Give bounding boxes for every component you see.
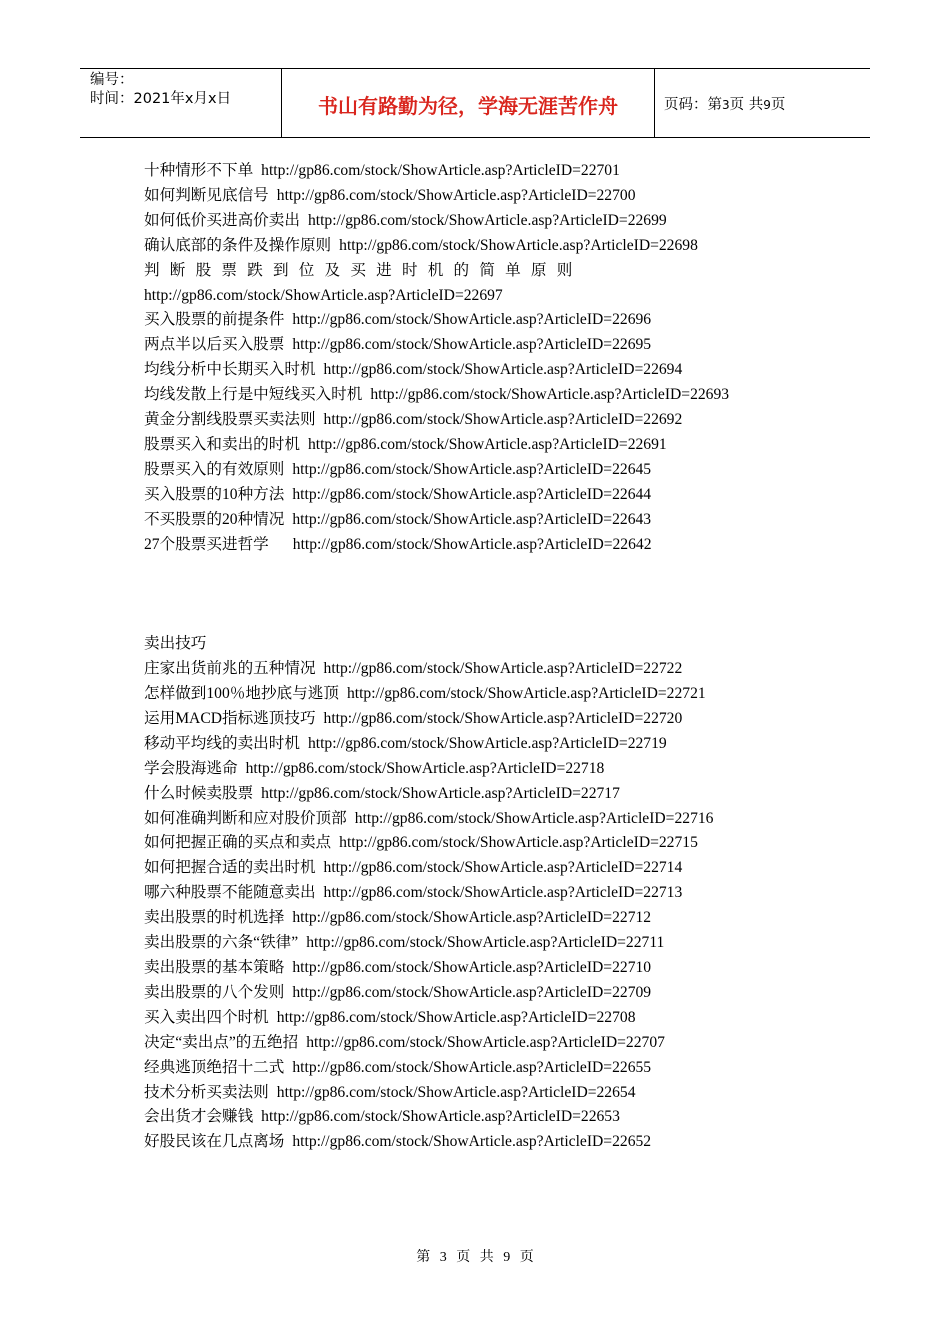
page-suffix: 页 xyxy=(770,97,786,113)
item-link[interactable]: http://gp86.com/stock/ShowArticle.asp?ArticleID=22701 xyxy=(261,162,620,179)
list-item xyxy=(144,408,814,433)
item-title: 卖出股票的基本策略 xyxy=(144,958,285,976)
item-title: 股票买入的有效原则 xyxy=(144,460,285,478)
item-title: 买入股票的前提条件 xyxy=(144,311,285,329)
page-total: 9 xyxy=(763,98,771,112)
item-link[interactable]: http://gp86.com/stock/ShowArticle.asp?ArticleID=22697 xyxy=(144,286,503,304)
list-item xyxy=(144,184,814,209)
item-title: 哪六种股票不能随意卖出 xyxy=(144,884,316,902)
list-item xyxy=(144,383,814,408)
item-title: 判断股票跌到位及买进时机的简单原则 xyxy=(144,261,583,279)
item-link[interactable]: http://gp86.com/stock/ShowArticle.asp?ArticleID=22709 xyxy=(292,983,652,1001)
item-link[interactable]: http://gp86.com/stock/ShowArticle.asp?ArticleID=22654 xyxy=(276,1083,636,1101)
item-link[interactable]: http://gp86.com/stock/ShowArticle.asp?ArticleID=22711 xyxy=(306,934,665,952)
item-title: 股票买入和卖出的时机 xyxy=(144,435,300,453)
list-item xyxy=(144,906,814,931)
list-item xyxy=(144,333,814,358)
item-link[interactable]: http://gp86.com/stock/ShowArticle.asp?ArticleID=22653 xyxy=(261,1108,620,1126)
section-heading: 卖出技巧 xyxy=(144,635,207,653)
item-title: 卖出股票的八个发则 xyxy=(144,983,285,1001)
item-title: 技术分析买卖法则 xyxy=(144,1083,269,1101)
item-title: 十种情形不下单 xyxy=(144,162,254,179)
page-footer: 第 3 页 共 9 页 xyxy=(416,1250,534,1265)
item-title: 确认底部的条件及操作原则 xyxy=(144,236,332,254)
item-link[interactable]: http://gp86.com/stock/ShowArticle.asp?ArticleID=22721 xyxy=(346,685,706,702)
list-item xyxy=(144,831,814,856)
item-title: 黄金分割线股票买卖法则 xyxy=(144,411,316,429)
item-title: 经典逃顶绝招十二式 xyxy=(144,1058,285,1076)
item-title: 如何低价买进高价卖出 xyxy=(144,211,300,229)
list-item xyxy=(144,1056,814,1081)
list-item xyxy=(144,657,814,682)
item-link[interactable]: http://gp86.com/stock/ShowArticle.asp?ArticleID=22715 xyxy=(339,834,698,852)
header-divider xyxy=(654,69,655,137)
item-link[interactable]: http://gp86.com/stock/ShowArticle.asp?ArticleID=22716 xyxy=(354,809,714,827)
item-link[interactable]: http://gp86.com/stock/ShowArticle.asp?ArticleID=22695 xyxy=(292,336,652,354)
item-link[interactable]: http://gp86.com/stock/ShowArticle.asp?ArticleID=22694 xyxy=(323,361,683,379)
item-link[interactable]: http://gp86.com/stock/ShowArticle.asp?ArticleID=22644 xyxy=(292,485,652,503)
list-item xyxy=(144,782,814,807)
item-link[interactable]: http://gp86.com/stock/ShowArticle.asp?ArticleID=22710 xyxy=(292,958,652,976)
list-item xyxy=(144,259,814,309)
item-link[interactable]: http://gp86.com/stock/ShowArticle.asp?ArticleID=22712 xyxy=(292,909,652,927)
item-title: 什么时候卖股票 xyxy=(144,784,254,802)
item-link[interactable]: http://gp86.com/stock/ShowArticle.asp?ArticleID=22642 xyxy=(292,535,652,553)
item-title: 两点半以后买入股票 xyxy=(144,336,285,354)
item-title: 移动平均线的卖出时机 xyxy=(144,734,300,752)
item-title: 不买股票的20种情况 xyxy=(144,510,285,528)
item-link[interactable]: http://gp86.com/stock/ShowArticle.asp?ArticleID=22717 xyxy=(261,784,620,802)
item-title: 买入卖出四个时机 xyxy=(144,1008,269,1026)
item-link[interactable]: http://gp86.com/stock/ShowArticle.asp?ArticleID=22699 xyxy=(307,211,667,229)
page-current: 3 xyxy=(722,98,730,112)
item-link[interactable]: http://gp86.com/stock/ShowArticle.asp?ArticleID=22645 xyxy=(292,460,652,478)
item-title: 买入股票的10种方法 xyxy=(144,485,285,503)
item-title: 卖出股票的时机选择 xyxy=(144,909,285,927)
list-item xyxy=(144,1130,814,1155)
item-link[interactable]: http://gp86.com/stock/ShowArticle.asp?ArticleID=22714 xyxy=(323,859,683,877)
item-title: 如何准确判断和应对股价顶部 xyxy=(144,809,347,827)
item-link[interactable]: http://gp86.com/stock/ShowArticle.asp?ArticleID=22718 xyxy=(245,759,605,777)
item-title: 运用MACD指标逃顶技巧 xyxy=(144,709,316,727)
item-link[interactable]: http://gp86.com/stock/ShowArticle.asp?ArticleID=22700 xyxy=(276,186,636,204)
item-link[interactable]: http://gp86.com/stock/ShowArticle.asp?ArticleID=22652 xyxy=(292,1133,652,1151)
list-item xyxy=(144,483,814,508)
list-item xyxy=(144,308,814,333)
item-link[interactable]: http://gp86.com/stock/ShowArticle.asp?ArticleID=22655 xyxy=(292,1058,652,1076)
list-item xyxy=(144,807,814,832)
item-link[interactable]: http://gp86.com/stock/ShowArticle.asp?ArticleID=22720 xyxy=(323,709,683,727)
item-link[interactable]: http://gp86.com/stock/ShowArticle.asp?ArticleID=22719 xyxy=(307,734,667,752)
item-link[interactable]: http://gp86.com/stock/ShowArticle.asp?ArticleID=22693 xyxy=(370,386,730,404)
item-title: 27个股票买进哲学 xyxy=(144,535,269,553)
list-item xyxy=(144,981,814,1006)
header-page-number xyxy=(664,93,785,114)
section-spacer xyxy=(144,558,814,633)
list-item xyxy=(144,234,814,259)
page-header xyxy=(80,68,870,138)
item-title: 如何判断见底信号 xyxy=(144,186,269,204)
item-title: 学会股海逃命 xyxy=(144,759,238,777)
list-item xyxy=(144,856,814,881)
list-item xyxy=(144,956,814,981)
item-title: 均线分析中长期买入时机 xyxy=(144,361,316,379)
list-item xyxy=(144,682,814,707)
list-item xyxy=(144,757,814,782)
item-title: 庄家出货前兆的五种情况 xyxy=(144,660,316,678)
list-item xyxy=(144,707,814,732)
item-title: 怎样做到100％地抄底与逃顶 xyxy=(144,685,339,702)
list-item xyxy=(144,508,814,533)
list-item xyxy=(144,881,814,906)
item-title: 如何把握正确的买点和卖点 xyxy=(144,834,332,852)
item-title: 决定“卖出点”的五绝招 xyxy=(144,1033,299,1051)
item-title: 好股民该在几点离场 xyxy=(144,1133,285,1151)
page-mid: 页 共 xyxy=(729,97,764,113)
item-link[interactable]: http://gp86.com/stock/ShowArticle.asp?ArticleID=22713 xyxy=(323,884,683,902)
list-item xyxy=(144,433,814,458)
list-item xyxy=(144,931,814,956)
item-link[interactable]: http://gp86.com/stock/ShowArticle.asp?ArticleID=22696 xyxy=(292,311,652,329)
list-item xyxy=(144,533,814,558)
item-title: 卖出股票的六条“铁律” xyxy=(144,934,299,952)
item-link[interactable]: http://gp86.com/stock/ShowArticle.asp?ArticleID=22722 xyxy=(323,660,683,678)
list-item xyxy=(144,1081,814,1106)
header-motto: 书山有路勤为径，学海无涯苦作舟 xyxy=(318,94,618,118)
article-list xyxy=(144,159,814,1155)
list-item xyxy=(144,458,814,483)
item-link[interactable]: http://gp86.com/stock/ShowArticle.asp?ArticleID=22692 xyxy=(323,411,683,429)
item-title: 如何把握合适的卖出时机 xyxy=(144,859,316,877)
list-item xyxy=(144,1105,814,1130)
time-label: 时间：2021年x月x日 xyxy=(90,91,232,107)
number-label: 编号： xyxy=(90,72,134,88)
item-link[interactable]: http://gp86.com/stock/ShowArticle.asp?ArticleID=22708 xyxy=(276,1008,636,1026)
list-item xyxy=(144,358,814,383)
header-meta xyxy=(90,71,231,109)
item-link[interactable]: http://gp86.com/stock/ShowArticle.asp?ArticleID=22691 xyxy=(307,435,667,453)
item-link[interactable]: http://gp86.com/stock/ShowArticle.asp?ArticleID=22643 xyxy=(292,510,652,528)
item-title: 会出货才会赚钱 xyxy=(144,1108,254,1126)
item-link[interactable]: http://gp86.com/stock/ShowArticle.asp?ArticleID=22698 xyxy=(339,236,698,254)
item-title: 均线发散上行是中短线买入时机 xyxy=(144,386,363,404)
list-item xyxy=(144,159,814,184)
item-link[interactable]: http://gp86.com/stock/ShowArticle.asp?ArticleID=22707 xyxy=(306,1033,665,1051)
list-item xyxy=(144,1031,814,1056)
list-item xyxy=(144,209,814,234)
page-prefix: 页码：第 xyxy=(664,97,722,113)
list-item xyxy=(144,732,814,757)
list-item xyxy=(144,1006,814,1031)
